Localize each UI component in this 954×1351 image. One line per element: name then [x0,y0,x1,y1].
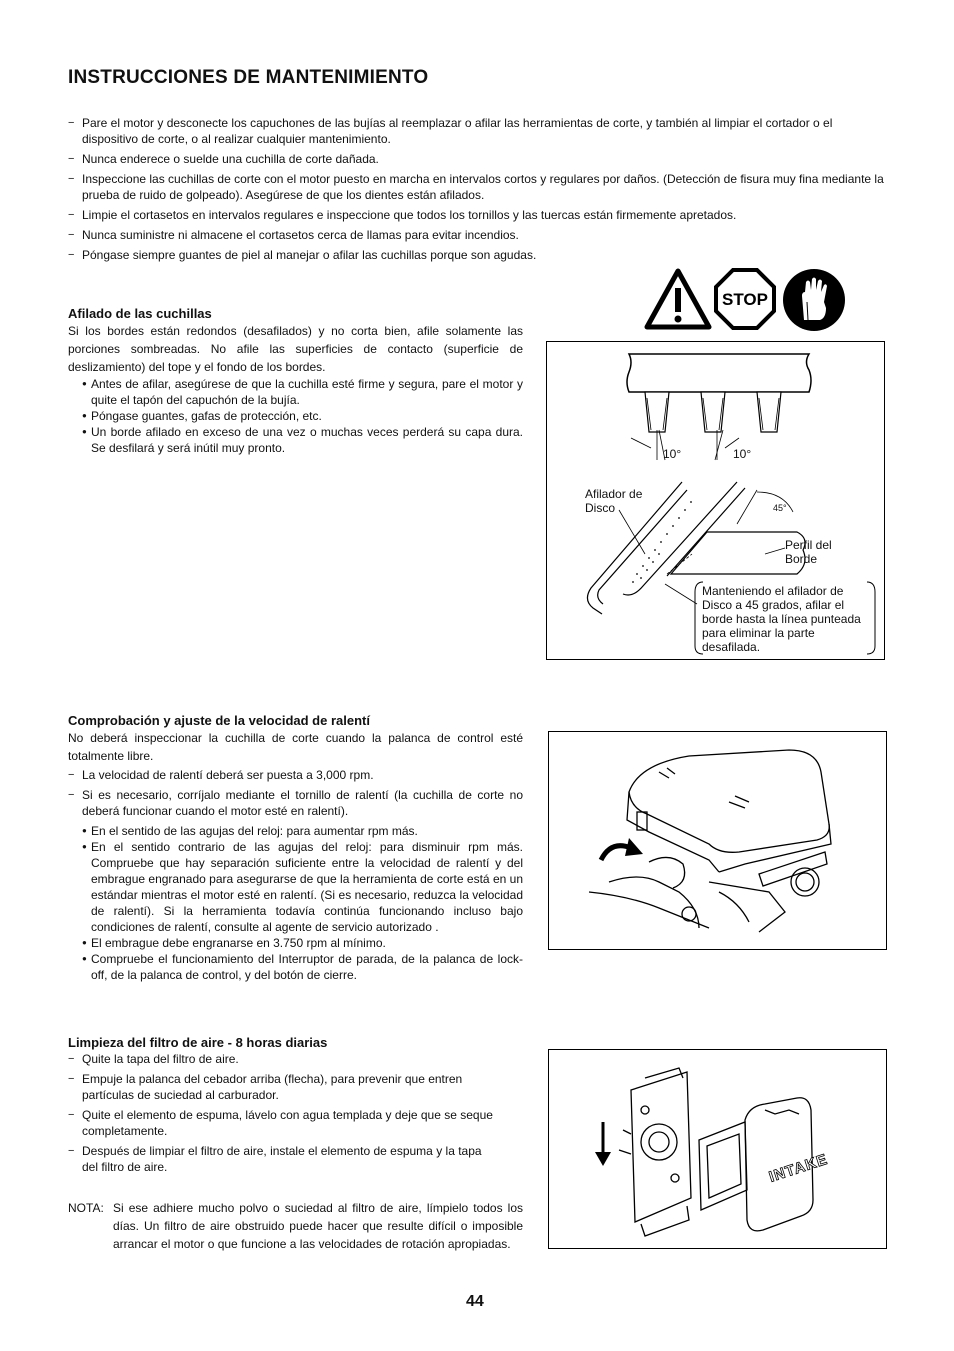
intro-item: − Nunca enderece o suelde una cuchilla de corte dañada. [68,151,890,167]
warning-triangle-icon [644,268,712,330]
air-filter-figure [548,1049,887,1249]
intro-item: − Póngase siempre guantes de piel al manejar o afilar las cuchillas porque son agudas. [68,247,890,263]
intake-label: INTAKE [766,1150,830,1186]
angle-label: 10° [733,447,752,461]
angle-label: 10° [663,447,682,461]
list-item: − La velocidad de ralentí deberá ser puesta a 3,000 rpm. [68,767,523,783]
intro-list [68,115,890,267]
stop-label: STOP [722,290,768,309]
list-item: − Después de limpiar el filtro de aire, instale el elemento de espuma y la tapa del filtro de aire. [68,1143,498,1175]
idle-bullets [68,823,523,983]
list-item: − Quite el elemento de espuma, lávelo con agua templada y deje que se seque completamente. [68,1107,498,1139]
list-item: − Empuje la palanca del cebador arriba (flecha), para prevenir que entren partículas de suciedad al carburador. [68,1071,498,1103]
filter-heading: Limpieza del filtro de aire - 8 horas diarias [68,1035,328,1050]
list-item: − Quite la tapa del filtro de aire. [68,1051,498,1067]
list-item: ● El embrague debe engranarse en 3.750 rpm al mínimo. [68,935,523,951]
list-item: ● En el sentido contrario de las agujas del reloj: para disminuir rpm más. Compruebe que hay separación suficiente entre la velocidad de ralentí y del embrague engranado para asegurarse de que la herramienta de corte está en un estándar mientras el motor esté en ralentí. (Si es necesario, reduzca la velocidad de ralentí). Si la herramienta todavía continúa funcionando incluso bajo condiciones de ralentí, consulte al agente de servicio autorizado . [68,839,523,935]
sharpening-text: Si los bordes están redondos (desafilados) y no corta bien, afile solamente las porciones sombreadas. No afile las superficies de contacto (superficie de deslizamiento) del tope y el fondo de los bordes. [68,324,523,374]
edge-profile-label: Perfil del Borde [785,538,832,566]
intro-item: − Limpie el cortasetos en intervalos regulares e inspeccione que todos los tornillos y las tuercas están firmemente apretados. [68,207,890,223]
list-item: ● Póngase guantes, gafas de protección, etc. [68,408,523,424]
list-item: ● Un borde afilado en exceso de una vez o muchas veces perderá su capa dura. Se desfilará y será inútil muy pronto. [68,424,523,456]
intro-item: − Pare el motor y desconecte los capuchones de las bujías al reemplazar o afilar las herramientas de corte, y también al limpiar el cortador o el dispositivo de corte, o al realizar cualquier mantenimiento. [68,115,890,147]
angle-label: 45° [773,503,787,513]
list-item: − Si es necesario, corríjalo mediante el tornillo de ralentí (la cuchilla de corte no deberá funcionar cuando el motor esté en ralentí). [68,787,523,819]
list-item: ● Compruebe el funcionamiento del Interruptor de parada, de la palanca de lock-off, de la palanca de control, y del botón de cierre. [68,951,523,983]
idle-screw-figure [548,731,887,950]
stop-icon [714,268,776,330]
page-number: 44 [466,1293,484,1310]
sharpening-figure [546,341,885,660]
filter-note: Si ese adhiere mucho polvo o suciedad al filtro de aire, límpielo todos los días. Un filtro de aire obstruido puede hacer que resulte difícil o imposible arrancar el motor o que funcione a las velocidades de rotación apropiadas. [113,1201,523,1251]
gloves-icon [782,268,846,332]
intro-item: − Nunca suministre ni almacene el cortasetos cerca de llamas para evitar incendios. [68,227,890,243]
sharpening-heading: Afilado de las cuchillas [68,306,212,321]
list-item: ● En el sentido de las agujas del reloj: para aumentar rpm más. [68,823,523,839]
idle-dashes [68,767,523,819]
idle-text: No deberá inspeccionar la cuchilla de corte cuando la palanca de control esté totalmente libre. [68,731,523,763]
idle-heading: Comprobación y ajuste de la velocidad de ralentí [68,713,370,728]
page-title: INSTRUCCIONES DE MANTENIMIENTO [68,67,429,88]
sharpening-note: Manteniendo el afilador de Disco a 45 grados, afilar el borde hasta la línea punteada para eliminar la parte desafilada. [702,584,861,654]
list-item: ● Antes de afilar, asegúrese de que la cuchilla esté firme y segura, pare el motor y quite el tapón del capuchón de la bujía. [68,376,523,408]
note-label: NOTA: [68,1201,104,1215]
intro-item: − Inspeccione las cuchillas de corte con el motor puesto en marcha en intervalos cortos y regulares por daños. (Detección de fisura muy fina mediante la prueba de ruido de golpeado). Asegúrese de que los dientes están afilados. [68,171,890,203]
disk-file-label: Afilador de Disco [585,487,643,515]
sharpening-bullets [68,376,523,456]
filter-dashes [68,1051,498,1175]
